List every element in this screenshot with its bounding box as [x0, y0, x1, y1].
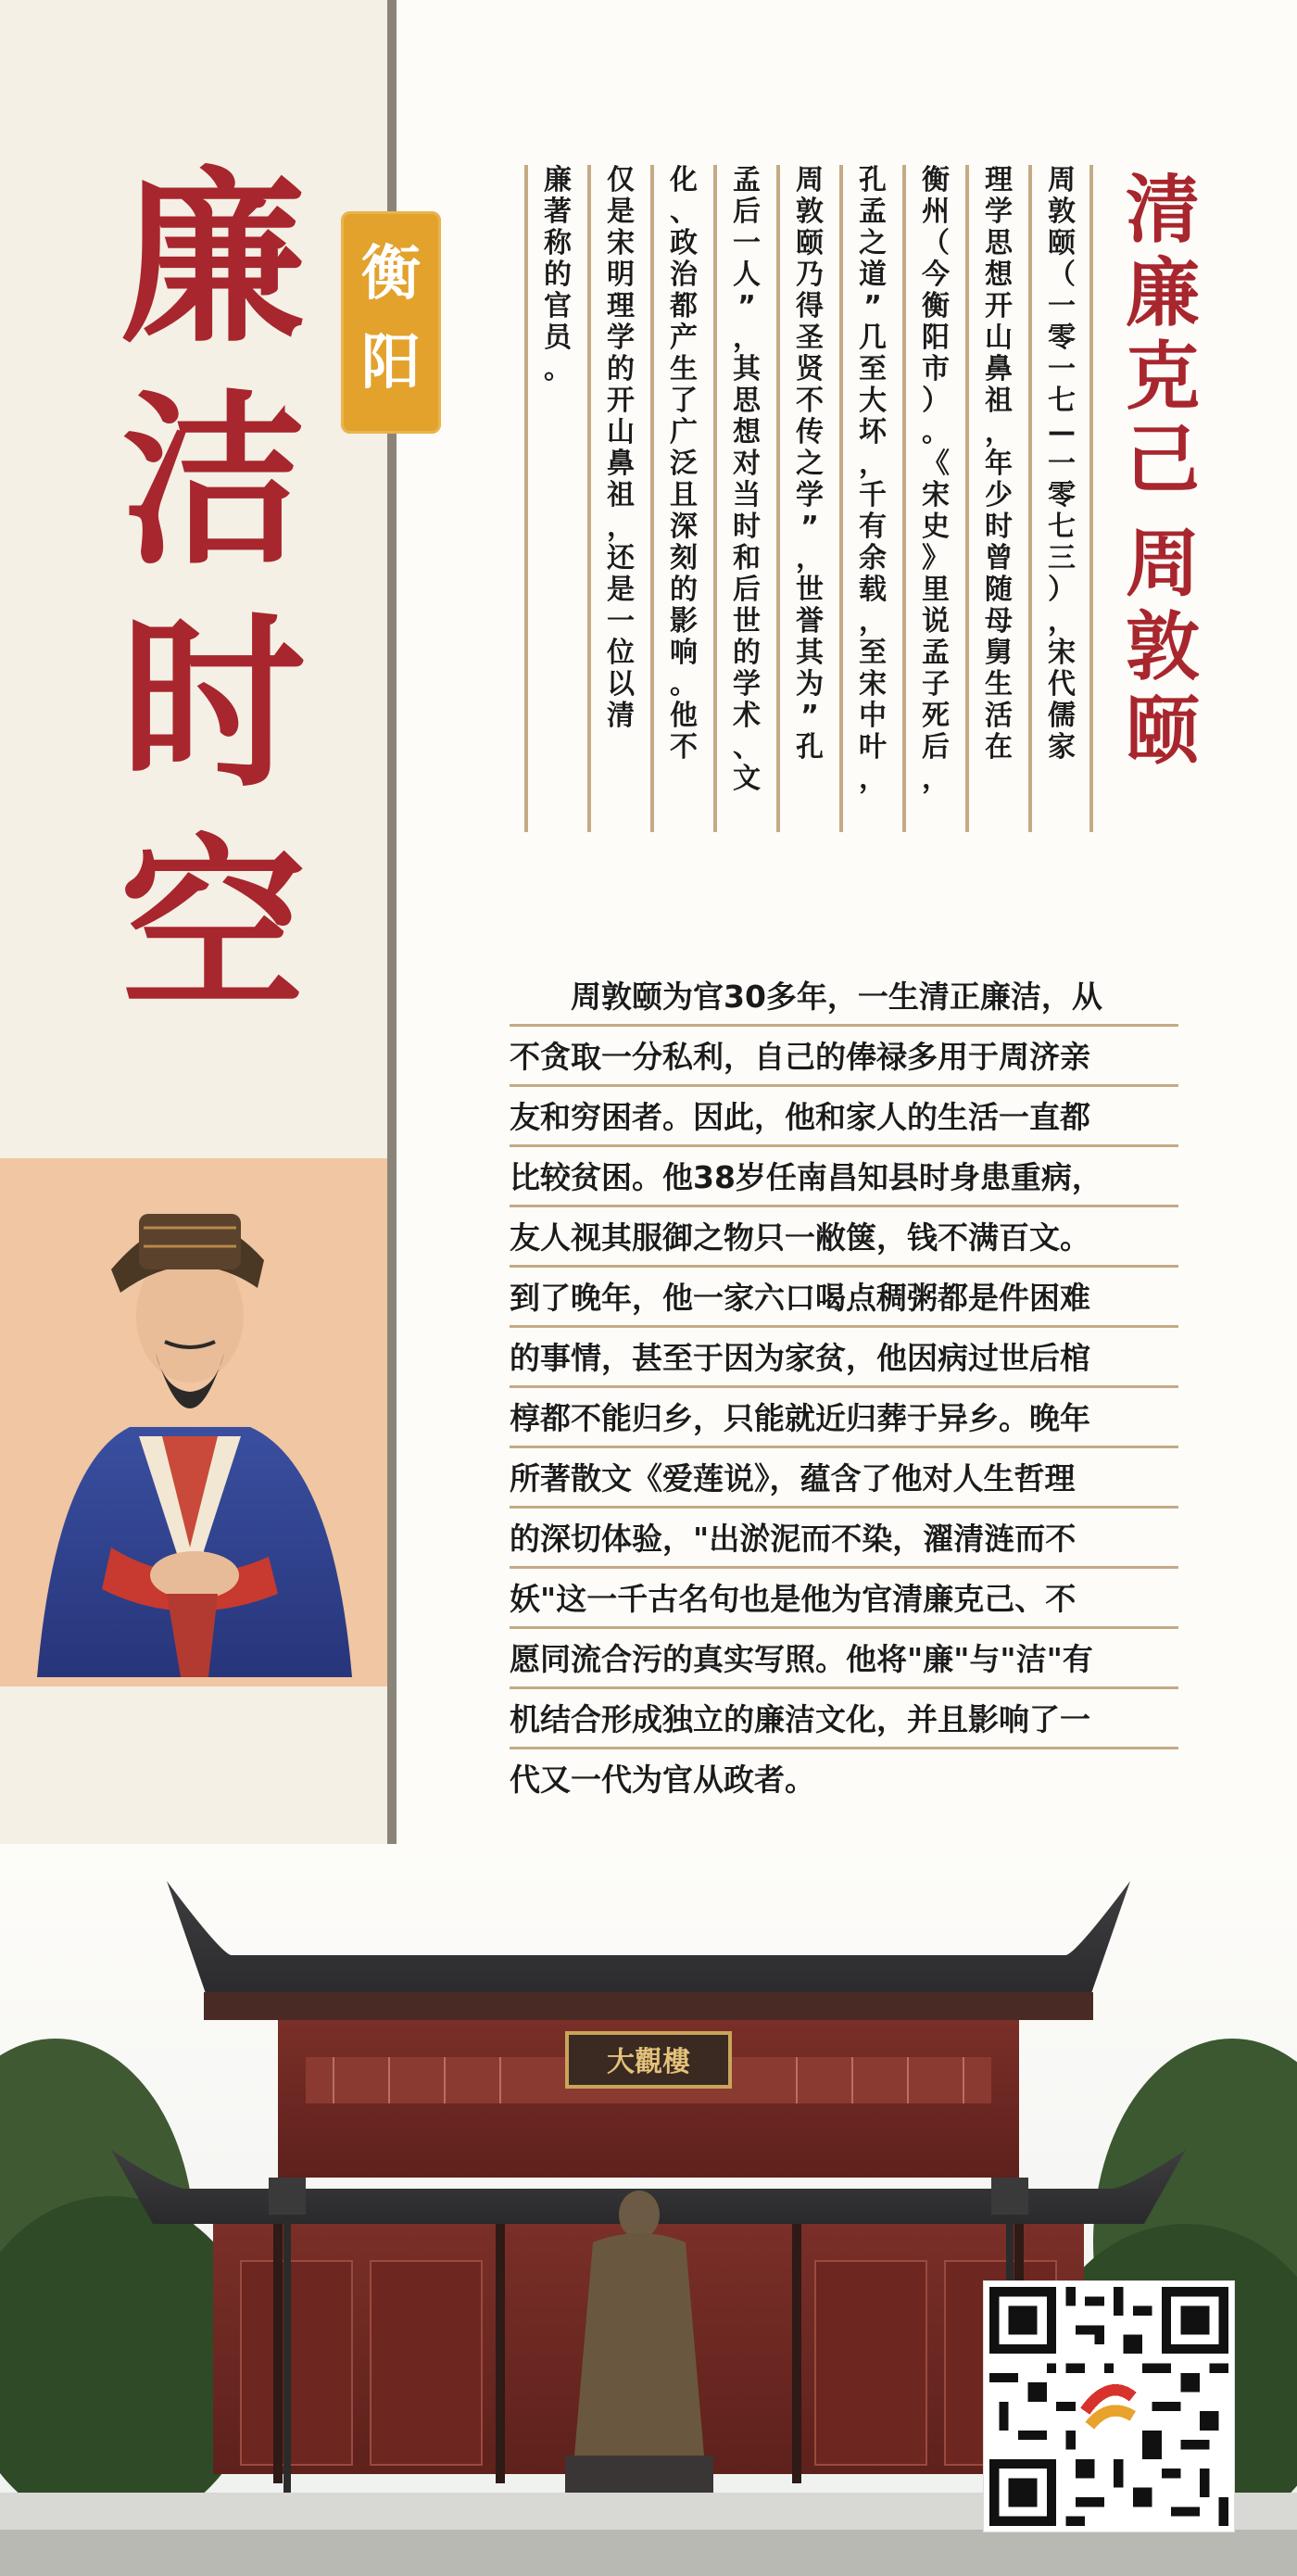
- seal-stamp: [341, 211, 441, 434]
- title-char: 时: [120, 595, 306, 813]
- vertical-text-column: 廉 著 称 的 官 员 。: [544, 164, 572, 385]
- paragraph-line: 机结合形成独立的廉洁文化，并且影响了一: [510, 1689, 1178, 1749]
- paragraph-line: 所著散文《爱莲说》，蕴含了他对人生哲理: [510, 1448, 1178, 1509]
- column-rule: [1089, 165, 1093, 832]
- paragraph-line: 比较贫困。他38岁任南昌知县时身患重病，: [510, 1147, 1178, 1207]
- title-char: 空: [120, 817, 306, 1035]
- vertical-text-column: 孟 后 一 人 ” ， 其 思 想 对 当 时 和 后 世 的 学 术 、 文: [733, 164, 761, 795]
- heading-char: 克: [1126, 334, 1200, 420]
- paragraph-line: 友人视其服御之物只一敝箧，钱不满百文。: [510, 1207, 1178, 1268]
- column-rule: [650, 165, 654, 832]
- column-rule: [524, 165, 528, 832]
- vertical-text-column: 仅 是 宋 明 理 学 的 开 山 鼻 祖 ， 还 是 一 位 以 清: [607, 164, 635, 732]
- heading-char: 颐: [1126, 688, 1200, 774]
- paragraph-line: 愿同流合污的真实写照。他将"廉"与"洁"有: [510, 1629, 1178, 1689]
- title-char: 廉: [120, 150, 306, 368]
- heading-gap: [1123, 502, 1203, 523]
- vertical-text-column: 衡 州 （ 今 衡 阳 市 ） 。 《 宋 史 》 里 说 孟 子 死 后 ，: [922, 164, 950, 795]
- vertical-text-column: 孔 孟 之 道 ” 几 至 大 坏 ， 千 有 余 载 ， 至 宋 中 叶 ，: [859, 164, 887, 795]
- paragraph-line: 不贪取一分私利，自己的俸禄多用于周济亲: [510, 1027, 1178, 1087]
- heading-char: 己: [1126, 417, 1200, 503]
- column-rule: [713, 165, 717, 832]
- heading-char: 廉: [1126, 250, 1200, 336]
- poster-title: [93, 150, 334, 1056]
- portrait-image: [0, 1158, 387, 1686]
- heading-char: 敦: [1126, 604, 1200, 690]
- paragraph-line: 到了晚年，他一家六口喝点稠粥都是件困难: [510, 1268, 1178, 1328]
- heading-char: 清: [1126, 167, 1200, 253]
- column-rule: [902, 165, 906, 832]
- vertical-text-column: 周 敦 颐 乃 得 圣 贤 不 传 之 学 ” ， 世 誉 其 为 ” 孔: [796, 164, 824, 764]
- seal-char: 阳: [361, 328, 421, 398]
- column-rule: [587, 165, 591, 832]
- vertical-text-column: 周 敦 颐 （ 一 零 一 七 — 一 零 七 三 ） ， 宋 代 儒 家: [1048, 164, 1076, 764]
- column-rule: [1028, 165, 1032, 832]
- seal-char: 衡: [361, 239, 421, 309]
- paragraph-line: 的事情，甚至于因为家贫，他因病过世后棺: [510, 1328, 1178, 1388]
- column-rule: [776, 165, 780, 832]
- qr-code-icon[interactable]: [984, 2281, 1234, 2532]
- paragraph-line: 妖"这一千古名句也是他为官清廉克己、不: [510, 1569, 1178, 1629]
- logo-icon: [1076, 2373, 1142, 2440]
- section-heading: [1123, 169, 1203, 773]
- paragraph-line: 代又一代为官从政者。: [510, 1762, 815, 1798]
- paragraph-line: 椁都不能归乡，只能就近归葬于异乡。晚年: [510, 1388, 1178, 1448]
- heading-char: 周: [1126, 521, 1200, 607]
- paragraph-line: 的深切体验，"出淤泥而不染，濯清涟而不: [510, 1509, 1178, 1569]
- title-char: 洁: [120, 373, 306, 590]
- building-plaque: 大觀樓: [607, 2046, 690, 2078]
- vertical-intro-text: [500, 165, 1093, 832]
- column-rule: [839, 165, 843, 832]
- paragraph-line: 周敦颐为官30多年，一生清正廉洁，从: [510, 966, 1178, 1027]
- vertical-text-column: 理 学 思 想 开 山 鼻 祖 ， 年 少 时 曾 随 母 舅 生 活 在: [985, 164, 1013, 764]
- vertical-text-column: 化 、 政 治 都 产 生 了 广 泛 且 深 刻 的 影 响 。 他 不: [670, 164, 698, 764]
- paragraph-line: 友和穷困者。因此，他和家人的生活一直都: [510, 1087, 1178, 1147]
- body-paragraph: [510, 966, 1178, 1810]
- column-rule: [965, 165, 969, 832]
